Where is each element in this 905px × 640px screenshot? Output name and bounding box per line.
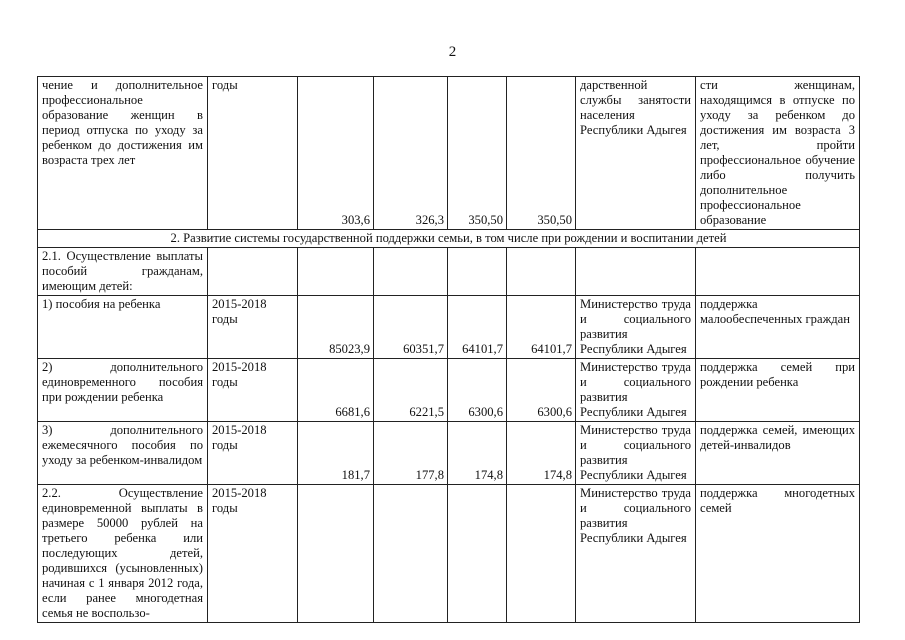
- value-cell-1: 181,7: [298, 422, 374, 485]
- value-cell-4: 350,50: [507, 77, 576, 230]
- measure-name-cell: 2.2. Осуществление единовременной выплаты в размере 50000 рублей на третьего ребенка или последующих детей, родившихся (усыновленных) начиная с 1 января 2012 года, если ранее многодетная семья не воспользо-: [38, 485, 208, 623]
- period-cell: 2015-2018 годы: [208, 359, 298, 422]
- table-row-section-header: [38, 230, 860, 248]
- period-cell: 2015-2018 годы: [208, 485, 298, 623]
- measure-name-cell: 3) дополнительного ежемесячного пособия по уходу за ребенком-инвалидом: [38, 422, 208, 485]
- empty-cell: [507, 248, 576, 296]
- value-cell-4: [507, 485, 576, 623]
- value-cell-4: 64101,7: [507, 296, 576, 359]
- value-cell-3: [448, 485, 507, 623]
- empty-cell: [448, 248, 507, 296]
- empty-cell: [696, 248, 860, 296]
- value-cell-3: 174,8: [448, 422, 507, 485]
- table-row: [38, 296, 860, 359]
- measure-name-cell: 2) дополнительного единовременного пособия при рождении ребенка: [38, 359, 208, 422]
- value-cell-2: 6221,5: [374, 359, 448, 422]
- table-row-carry-over: [38, 77, 860, 230]
- value-cell-2: [374, 485, 448, 623]
- measure-name-cell: 1) пособия на ребенка: [38, 296, 208, 359]
- value-cell-2: 177,8: [374, 422, 448, 485]
- result-cell: поддержка малообеспеченных граждан: [696, 296, 860, 359]
- executor-cell: дарственной службы занятости населения Республики Адыгея: [576, 77, 696, 230]
- empty-cell: [208, 248, 298, 296]
- period-cell: 2015-2018 годы: [208, 422, 298, 485]
- measures-table: [37, 76, 860, 623]
- result-cell: поддержка многодетных семей: [696, 485, 860, 623]
- value-cell-1: 85023,9: [298, 296, 374, 359]
- value-cell-4: 6300,6: [507, 359, 576, 422]
- value-cell-1: 303,6: [298, 77, 374, 230]
- item-2-1-title: 2.1. Осуществление выплаты пособий гражданам, имеющим детей:: [38, 248, 208, 296]
- section-2-title: 2. Развитие системы государственной поддержки семьи, в том числе при рождении и воспитании детей: [38, 230, 860, 248]
- value-cell-2: 326,3: [374, 77, 448, 230]
- value-cell-3: 6300,6: [448, 359, 507, 422]
- result-cell: поддержка семей, имеющих детей-инвалидов: [696, 422, 860, 485]
- measure-name-cell: чение и дополнительное профессиональное образование женщин в период отпуска по уходу за ребенком до достижения им возраста трех лет: [38, 77, 208, 230]
- value-cell-1: [298, 485, 374, 623]
- table-row: [38, 422, 860, 485]
- value-cell-1: 6681,6: [298, 359, 374, 422]
- value-cell-4: 174,8: [507, 422, 576, 485]
- executor-cell: Министерство труда и социального развития Республики Адыгея: [576, 422, 696, 485]
- period-cell: 2015-2018 годы: [208, 296, 298, 359]
- period-cell: годы: [208, 77, 298, 230]
- table-row: [38, 359, 860, 422]
- value-cell-3: 64101,7: [448, 296, 507, 359]
- empty-cell: [374, 248, 448, 296]
- executor-cell: Министерство труда и социального развития Республики Адыгея: [576, 485, 696, 623]
- result-cell: поддержка семей при рождении ребенка: [696, 359, 860, 422]
- executor-cell: Министерство труда и социального развития Республики Адыгея: [576, 296, 696, 359]
- empty-cell: [576, 248, 696, 296]
- table-row-subsection: [38, 248, 860, 296]
- value-cell-2: 60351,7: [374, 296, 448, 359]
- value-cell-3: 350,50: [448, 77, 507, 230]
- empty-cell: [298, 248, 374, 296]
- table-row: [38, 485, 860, 623]
- page-number: 2: [448, 44, 457, 60]
- result-cell: сти женщинам, находящимся в отпуске по уходу за ребенком до достижения им возраста 3 лет, пройти профессиональное обучение либо получить дополнительное профессиональное образование: [696, 77, 860, 230]
- executor-cell: Министерство труда и социального развития Республики Адыгея: [576, 359, 696, 422]
